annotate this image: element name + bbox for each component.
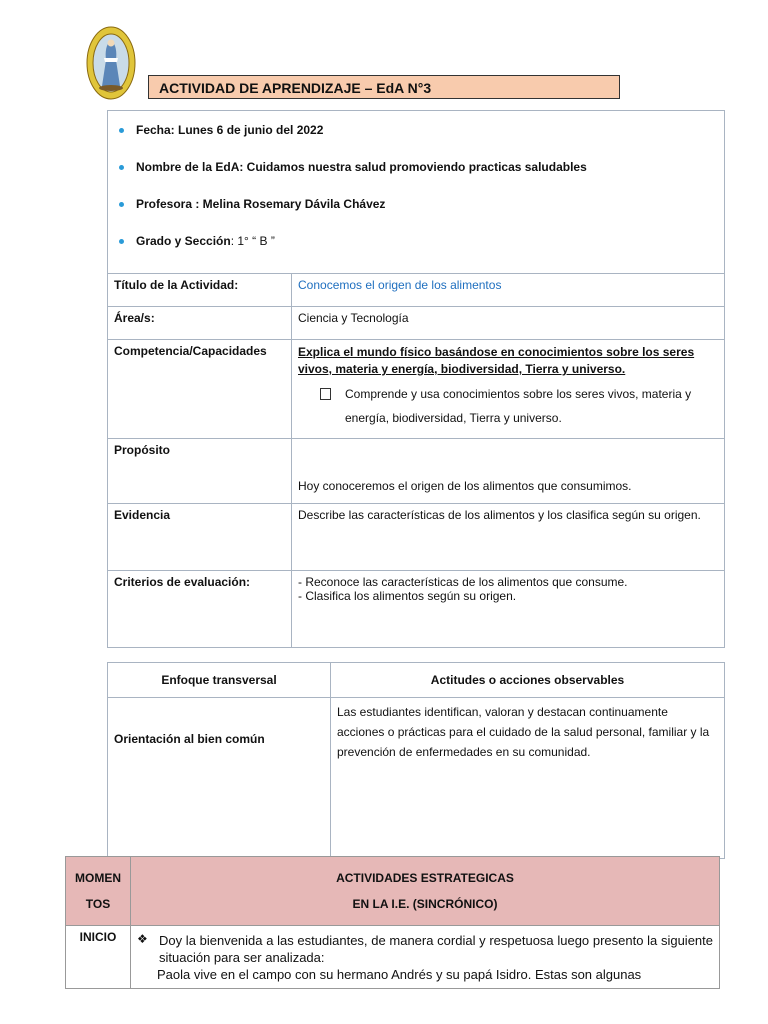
competencia-label: Competencia/Capacidades [108,340,292,439]
inicio-text: Doy la bienvenida a las estudiantes, de manera cordial y respetuosa luego presento la siguiente situación para ser analizada: [159,933,713,965]
competencia-cell [292,340,725,439]
proposito-value: Hoy conoceremos el origen de los alimentos que consumimos. [292,439,725,504]
area-value: Ciencia y Tecnología [292,307,725,340]
actividades-header: ACTIVIDADES ESTRATEGICAS EN LA I.E. (SINCRÓNICO) [131,857,720,926]
momentos-table [65,856,720,989]
criterio-item: - Reconoce las características de los alimentos que consume. [298,575,628,589]
activity-info-table [107,110,725,648]
title-value: Conocemos el origen de los alimentos [292,274,725,307]
capacidad-value: Comprende y usa conocimientos sobre los seres vivos, materia y energía, biodiversidad, Tierra y universo. [345,387,692,425]
enfoque-table [107,662,725,859]
general-info-cell [108,111,725,274]
page-title: ACTIVIDAD DE APRENDIZAJE – EdA N°3 [148,75,620,99]
actitudes-value: Las estudiantes identifican, valoran y destacan continuamente acciones o prácticas para el cuidado de la salud personal, familiar y la prevención de enfermedades en su comunidad. [331,698,725,859]
criterios-cell [292,571,725,648]
grade-item: Grado y Sección: 1° “ B ” [116,234,718,271]
diamond-bullet-icon: ❖ [137,932,148,946]
competencia-value: Explica el mundo físico basándose en conocimientos sobre los seres vivos, materia y energía, biodiversidad, Tierra y universo. [298,345,695,376]
enfoque-value: Orientación al bien común [108,698,331,859]
capacidad-item [298,382,718,430]
eda-name-item: Nombre de la EdA: Cuidamos nuestra salud promoviendo practicas saludables [116,160,718,197]
proposito-label: Propósito [108,439,292,504]
school-crest-icon [86,26,136,100]
checkbox-square-icon [320,388,331,400]
inicio-cell [131,926,720,989]
actitudes-header: Actitudes o acciones observables [331,663,725,698]
criterio-item: - Clasifica los alimentos según su origen. [298,589,517,603]
evidencia-value: Describe las características de los alimentos y los clasifica según su origen. [292,504,725,571]
inicio-story: Paola vive en el campo con su hermano Andrés y su papá Isidro. Estas son algunas [157,967,642,982]
date-item: Fecha: Lunes 6 de junio del 2022 [116,123,718,160]
evidencia-label: Evidencia [108,504,292,571]
momentos-header: MOMEN TOS [66,857,131,926]
inicio-label: INICIO [66,926,131,989]
criterios-label: Criterios de evaluación: [108,571,292,648]
enfoque-header: Enfoque transversal [108,663,331,698]
area-label: Área/s: [108,307,292,340]
teacher-item: Profesora : Melina Rosemary Dávila Chávez [116,197,718,234]
title-label: Título de la Actividad: [108,274,292,307]
